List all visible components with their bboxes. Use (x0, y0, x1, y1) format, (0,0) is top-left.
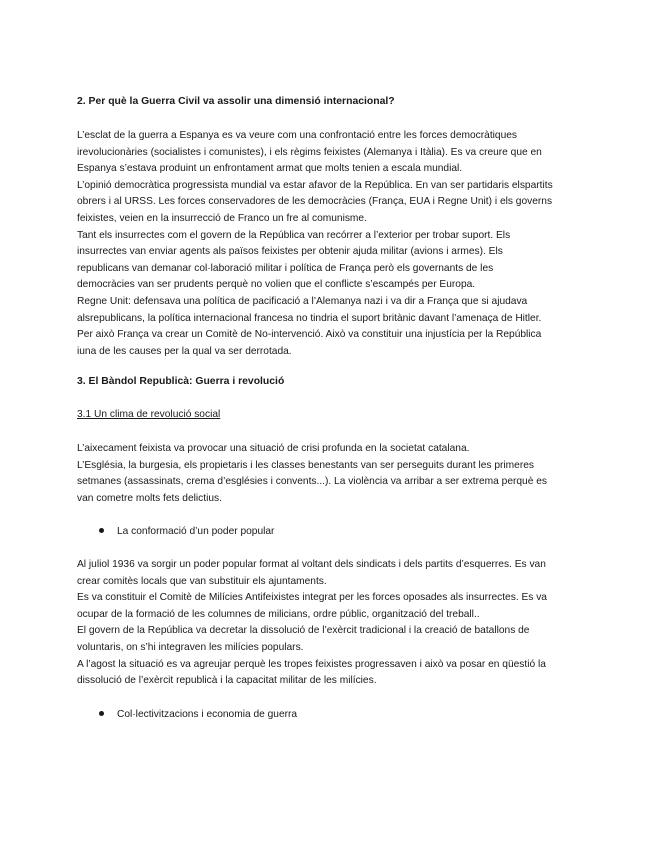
bullet-item-col-lectivitzacions (99, 707, 297, 723)
paragraph-line: feixistes, veien en la insurrecció de Franco un fre al comunisme. (77, 212, 367, 224)
bullet-dot-icon (99, 528, 104, 533)
paragraph-line: Espanya s’estava produint un enfrontament armat que molts tenien a escala mundial. (77, 163, 463, 175)
paragraph-line: Regne Unit: defensava una política de pacificació a l’Alemanya nazi i va dir a França que si ajudava (77, 295, 528, 307)
bullet-dot-icon (99, 711, 104, 716)
section-3-1-body (77, 441, 597, 507)
bullet-label: Col·lectivitzacions i economia de guerra (117, 709, 298, 720)
paragraph-line: insurrectes van enviar agents als països feixistes per obtenir ajuda militar (avions i armes). Els (77, 246, 503, 258)
paragraph-line: Tant els insurrectes com el govern de la República van recórrer a l’exterior per trobar suport. Els (77, 229, 511, 241)
paragraph-line: republicans van demanar col·laboració militar i política de França però els governants de les (77, 262, 494, 274)
paragraph-line: irevolucionàries (socialistes i comunistes), i els règims feixistes (Alemanya i Itàlia). Es va creure que en (77, 146, 542, 158)
paragraph-line: iuna de les causes per la qual va ser derrotada. (77, 345, 292, 357)
paragraph-line: dissolució de l’exèrcit republicà i la capacitat militar de les milícies. (77, 675, 377, 687)
paragraph-line: A l’agost la situació es va agreujar perquè les tropes feixistes progressaven i això va posar en qüestió la (77, 658, 546, 670)
bullet-item-poder-popular (99, 524, 274, 540)
paragraph-line: alsrepublicans, la política internacional francesa no tindria el suport britànic davant l’amenaça de Hitler. (77, 312, 542, 324)
section-3-heading: 3. El Bàndol Republicà: Guerra i revolució (77, 376, 285, 387)
paragraph-line: voluntaris, on s’hi integraven les milícies populars. (77, 641, 304, 653)
bullet-label: La conformació d’un poder popular (117, 526, 275, 537)
paragraph-line: obrers i al URSS. Les forces conservadores de les democràcies (França, EUA i Regne Unit) i els governs (77, 196, 553, 208)
section-2-heading: 2. Per què la Guerra Civil va assolir una dimensió internacional? (77, 96, 395, 107)
paragraph-line: van cometre molts fets delictius. (77, 492, 222, 504)
paragraph-line: L’Església, la burgesia, els propietaris i les classes benestants van ser perseguits durant les primeres (77, 459, 534, 471)
poder-popular-body (77, 557, 597, 690)
paragraph-line: L’esclat de la guerra a Espanya es va veure com una confrontació entre les forces democràtiques (77, 130, 518, 141)
paragraph-line: L’opinió democràtica progressista mundial va estar afavor de la República. En van ser partidaris elspartits (77, 179, 553, 191)
paragraph-line: Es va constituir el Comitè de Milícies Antifeixistes integrat per les forces oposades als insurrectes. Es va (77, 592, 547, 604)
paragraph-line: L’aixecament feixista va provocar una situació de crisi profunda en la societat catalana. (77, 443, 470, 454)
paragraph-line: Al juliol 1936 va sorgir un poder popular format al voltant dels sindicats i dels partits d’esquerres. Es van (77, 559, 546, 570)
paragraph-line: crear comitès locals que van substituir els ajuntaments. (77, 575, 327, 587)
paragraph-line: democràcies van ser prudents perquè no volien que el conflicte s’escampés per Europa. (77, 279, 476, 291)
section-2-body (77, 128, 597, 360)
section-3-1-heading: 3.1 Un clima de revolució social (77, 409, 221, 420)
paragraph-line: ocupar de la formació de les columnes de milicians, ordre públic, organització del treball.. (77, 608, 480, 620)
paragraph-line: El govern de la República va decretar la dissolució de l’exèrcit tradicional i la creació de batallons de (77, 625, 530, 637)
paragraph-line: Per això França va crear un Comitè de No-intervenció. Això va constituir una injustícia per la República (77, 329, 542, 341)
paragraph-line: setmanes (assassinats, crema d’esglésies i convents...). La violència va arribar a ser extrema perquè es (77, 476, 547, 488)
